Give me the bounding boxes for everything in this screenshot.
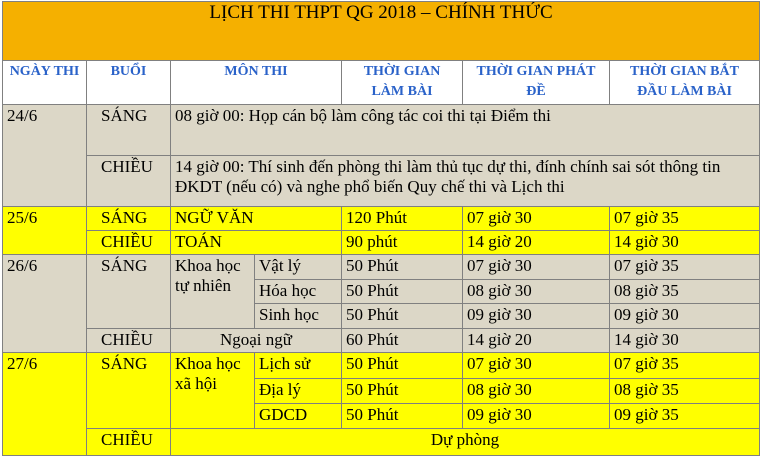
date-cell: 25/6 [3, 206, 87, 255]
start-time-cell: 07 giờ 35 [610, 255, 760, 279]
issue-time-cell: 09 giờ 30 [463, 403, 610, 428]
group-cell: Khoa học tự nhiên [171, 255, 255, 328]
table-row [3, 353, 760, 378]
table-row [3, 255, 760, 279]
subject-cell: Địa lý [255, 378, 342, 403]
session-cell: SÁNG [87, 206, 171, 230]
date-cell: 24/6 [3, 104, 87, 206]
start-time-cell: 08 giờ 35 [610, 378, 760, 403]
subject-cell: Hóa học [255, 279, 342, 303]
table-row [3, 206, 760, 230]
session-cell: CHIỀU [87, 429, 171, 456]
header-session: BUỔI [87, 61, 171, 105]
issue-time-cell: 07 giờ 30 [463, 206, 610, 230]
duration-cell: 50 Phút [342, 378, 463, 403]
header-date: NGÀY THI [3, 61, 87, 105]
subject-cell: Ngoại ngữ [171, 328, 342, 352]
subject-cell: TOÁN [171, 231, 342, 255]
start-time-cell: 14 giờ 30 [610, 231, 760, 255]
table-row [3, 104, 760, 155]
subject-cell: Lịch sử [255, 353, 342, 378]
duration-cell: 50 Phút [342, 304, 463, 328]
session-cell: SÁNG [87, 255, 171, 328]
start-time-cell: 09 giờ 30 [610, 304, 760, 328]
duration-cell: 50 Phút [342, 353, 463, 378]
date-cell: 26/6 [3, 255, 87, 353]
table-row [3, 155, 760, 206]
issue-time-cell: 08 giờ 30 [463, 378, 610, 403]
subject-cell: GDCD [255, 403, 342, 428]
title-row [3, 2, 760, 61]
header-subject: MÔN THI [171, 61, 342, 105]
note-cell: Dự phòng [171, 429, 760, 456]
session-cell: SÁNG [87, 353, 171, 429]
session-cell: SÁNG [87, 104, 171, 155]
duration-cell: 50 Phút [342, 255, 463, 279]
start-time-cell: 09 giờ 35 [610, 403, 760, 428]
duration-cell: 90 phút [342, 231, 463, 255]
table-row [3, 231, 760, 255]
table-row [3, 429, 760, 456]
session-cell: CHIỀU [87, 155, 171, 206]
duration-cell: 60 Phút [342, 328, 463, 352]
table-row [3, 328, 760, 352]
note-cell: 14 giờ 00: Thí sinh đến phòng thi làm thủ tục dự thi, đính chính sai sót thông tin ĐKDT (nếu có) và nghe phổ biến Quy chế thi và Lịch thi [171, 155, 760, 206]
issue-time-cell: 14 giờ 20 [463, 231, 610, 255]
header-row [3, 61, 760, 105]
subject-cell: NGỮ VĂN [171, 206, 342, 230]
issue-time-cell: 14 giờ 20 [463, 328, 610, 352]
start-time-cell: 14 giờ 30 [610, 328, 760, 352]
start-time-cell: 07 giờ 35 [610, 353, 760, 378]
duration-cell: 50 Phút [342, 403, 463, 428]
issue-time-cell: 09 giờ 30 [463, 304, 610, 328]
subject-cell: Vật lý [255, 255, 342, 279]
group-cell: Khoa học xã hội [171, 353, 255, 429]
issue-time-cell: 08 giờ 30 [463, 279, 610, 303]
session-cell: CHIỀU [87, 328, 171, 352]
date-cell: 27/6 [3, 353, 87, 456]
schedule-table [2, 1, 760, 456]
start-time-cell: 08 giờ 35 [610, 279, 760, 303]
header-issue-time: THỜI GIAN PHÁT ĐỀ [463, 61, 610, 105]
issue-time-cell: 07 giờ 30 [463, 255, 610, 279]
header-duration: THỜI GIAN LÀM BÀI [342, 61, 463, 105]
issue-time-cell: 07 giờ 30 [463, 353, 610, 378]
schedule-title: LỊCH THI THPT QG 2018 – CHÍNH THỨC [3, 2, 760, 61]
header-start-time: THỜI GIAN BẮT ĐẦU LÀM BÀI [610, 61, 760, 105]
duration-cell: 120 Phút [342, 206, 463, 230]
note-cell: 08 giờ 00: Họp cán bộ làm công tác coi thi tại Điểm thi [171, 104, 760, 155]
subject-cell: Sinh học [255, 304, 342, 328]
session-cell: CHIỀU [87, 231, 171, 255]
duration-cell: 50 Phút [342, 279, 463, 303]
start-time-cell: 07 giờ 35 [610, 206, 760, 230]
